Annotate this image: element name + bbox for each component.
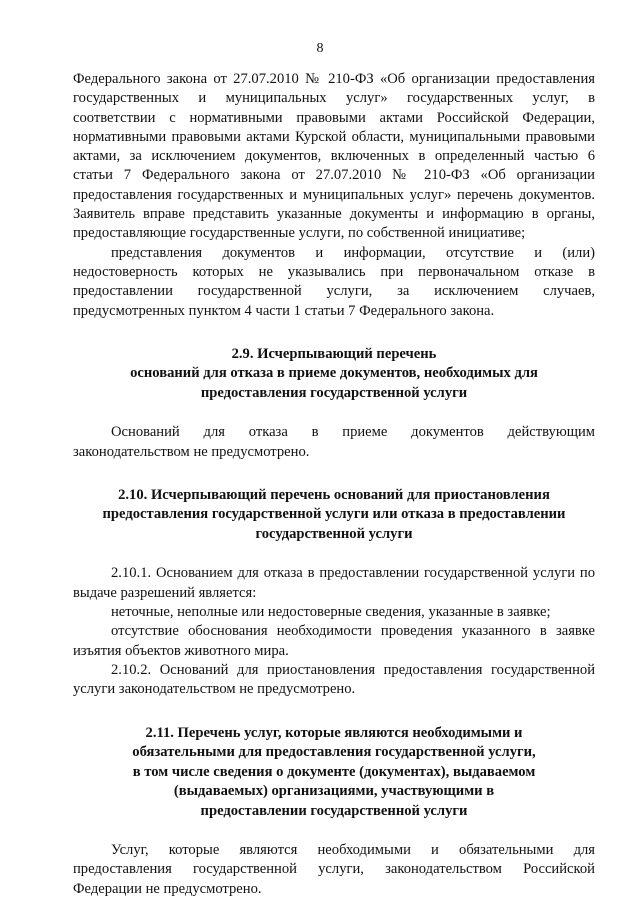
document-body: [73, 70, 595, 899]
heading-line: предоставлении государственной услуги: [200, 802, 468, 819]
text-line: предоставляющие государственные услуги, по собственной инициативе;: [73, 225, 526, 242]
text-line: законодательством не предусмотрено.: [73, 443, 310, 460]
text-line: представления документов и информации, отсутствие и (или): [111, 244, 595, 261]
text-line: предоставлении государственной услуги, за исключением случаев,: [73, 283, 595, 300]
paragraph-provision-documents: [73, 244, 595, 321]
page-number: 8: [316, 41, 324, 56]
text-line: Оснований для отказа в приеме документов действующим: [111, 424, 595, 441]
text-line: изъятия объектов животного мира.: [73, 642, 289, 659]
text-line: услуги законодательством не предусмотрено.: [73, 681, 356, 698]
text-line: Услуг, которые являются необходимыми и обязательными для: [111, 842, 595, 859]
heading-line: государственной услуги: [255, 525, 413, 542]
text-line: предусмотренных пунктом 4 части 1 статьи 7 Федерального закона.: [73, 302, 495, 319]
paragraph-refusal-grounds: [73, 564, 595, 699]
text-line: государственных и муниципальных услуг» государственных услуг, в: [73, 90, 595, 107]
section-heading-2-11: [73, 724, 595, 822]
text-line: отсутствие обоснования необходимости проведения указанного в заявке: [111, 623, 595, 640]
heading-line: (выдаваемых) организациями, участвующими в: [173, 783, 495, 800]
text-line: предоставления государственной услуги, законодательством Российской: [73, 861, 595, 878]
text-line: 2.10.1. Основанием для отказа в предоставлении государственной услуги по: [111, 565, 595, 582]
section-heading-2-9: [73, 345, 595, 404]
text-line: предоставления государственных и муниципальных услуг» перечень документов.: [73, 186, 595, 203]
text-line: соответствии с нормативными правовыми актами Российской Федерации,: [73, 109, 595, 126]
text-line: неточные, неполные или недостоверные сведения, указанные в заявке;: [111, 604, 551, 621]
text-line: актами, за исключением документов, включенных в определенный частью 6: [73, 148, 595, 165]
text-line: выдаче разрешений является:: [73, 584, 257, 601]
text-line: Федерации не предусмотрено.: [73, 880, 262, 897]
text-line: нормативными правовыми актами Курской области, муниципальными правовыми: [73, 128, 595, 145]
text-line: Федерального закона от 27.07.2010 № 210-ФЗ «Об организации предоставления: [73, 71, 595, 87]
heading-line: в том числе сведения о документе (документах), выдаваемом: [132, 763, 536, 780]
paragraph-no-required-services: [73, 841, 595, 899]
heading-line: предоставления государственной услуги: [200, 384, 468, 401]
paragraph-no-refusal-grounds: [73, 423, 595, 462]
section-heading-2-10: [73, 486, 595, 545]
heading-line: предоставления государственной услуги или отказа в предоставлении: [102, 506, 566, 523]
text-line: 2.10.2. Оснований для приостановления предоставления государственной: [111, 661, 595, 678]
heading-line: 2.9. Исчерпывающий перечень: [231, 345, 437, 362]
heading-line: обязательными для предоставления государственной услуги,: [132, 744, 536, 761]
heading-line: 2.11. Перечень услуг, которые являются необходимыми и: [145, 724, 523, 741]
paragraph-documents-list: [73, 70, 595, 244]
text-line: Заявитель вправе представить указанные документы и информацию в органы,: [73, 206, 595, 223]
text-line: статьи 7 Федерального закона от 27.07.2010 № 210-ФЗ «Об организации: [73, 167, 595, 184]
heading-line: 2.10. Исчерпывающий перечень оснований для приостановления: [118, 486, 550, 503]
heading-line: оснований для отказа в приеме документов, необходимых для: [130, 365, 538, 382]
text-line: недостоверность которых не указывались при первоначальном отказе в: [73, 263, 595, 280]
